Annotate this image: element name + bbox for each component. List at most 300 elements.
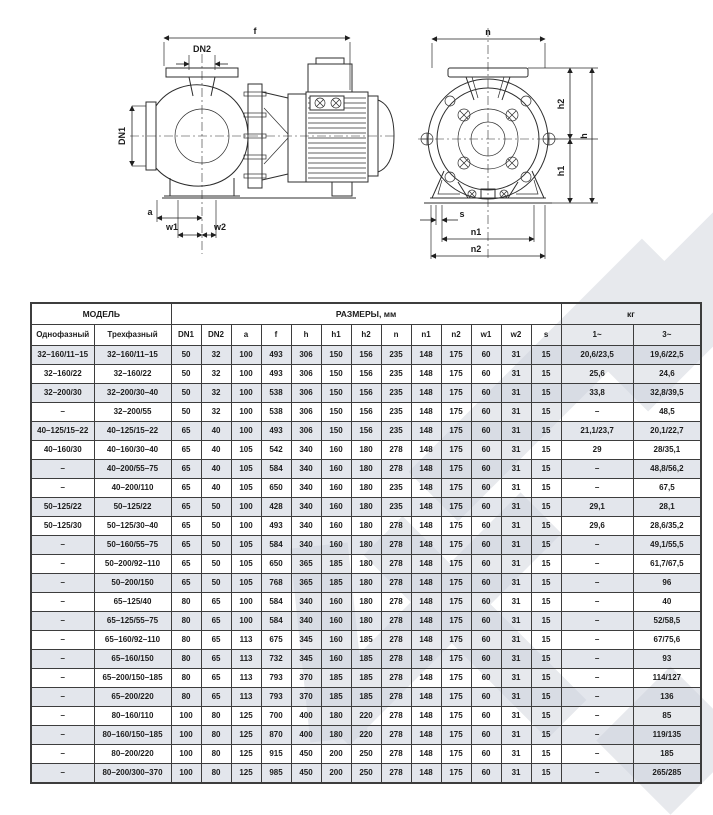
size-cell: 175 xyxy=(441,346,471,365)
size-cell: 340 xyxy=(291,498,321,517)
table-row xyxy=(31,384,701,403)
size-cell: 15 xyxy=(531,650,561,669)
size-cell: 60 xyxy=(471,365,501,384)
size-cell: 65 xyxy=(171,422,201,441)
size-cell: 148 xyxy=(411,612,441,631)
size-cell: 100 xyxy=(171,745,201,764)
size-cell: 200 xyxy=(321,745,351,764)
motor-front-section xyxy=(288,94,306,182)
size-cell: 160 xyxy=(321,498,351,517)
weight-cell: 25,6 xyxy=(561,365,633,384)
size-cell: 15 xyxy=(531,612,561,631)
table-row xyxy=(31,422,701,441)
weight-cell: 61,7/67,5 xyxy=(633,555,701,574)
size-cell: 60 xyxy=(471,688,501,707)
size-cell: 278 xyxy=(381,745,411,764)
size-cell: 278 xyxy=(381,612,411,631)
size-cell: 732 xyxy=(261,650,291,669)
weight-cell: 265/285 xyxy=(633,764,701,784)
size-cell: 235 xyxy=(381,346,411,365)
size-cell: 50 xyxy=(201,498,231,517)
size-cell: 278 xyxy=(381,574,411,593)
weight-cell: 48,5 xyxy=(633,403,701,422)
size-cell: 180 xyxy=(351,479,381,498)
size-cell: 100 xyxy=(231,365,261,384)
size-cell: 278 xyxy=(381,460,411,479)
size-cell: 65 xyxy=(171,555,201,574)
weight-cell: 29,1 xyxy=(561,498,633,517)
table-row xyxy=(31,745,701,764)
group-header: кг xyxy=(561,303,701,325)
weight-cell: 185 xyxy=(633,745,701,764)
model-cell-three-phase: 40–160/30–40 xyxy=(94,441,171,460)
size-cell: 493 xyxy=(261,346,291,365)
model-cell-single-phase: – xyxy=(31,460,94,479)
model-cell-single-phase: – xyxy=(31,593,94,612)
size-cell: 100 xyxy=(231,384,261,403)
column-header: h2 xyxy=(351,325,381,346)
size-cell: 148 xyxy=(411,536,441,555)
size-cell: 235 xyxy=(381,479,411,498)
size-cell: 15 xyxy=(531,536,561,555)
size-cell: 65 xyxy=(201,612,231,631)
size-cell: 148 xyxy=(411,517,441,536)
size-cell: 306 xyxy=(291,365,321,384)
size-cell: 100 xyxy=(231,403,261,422)
size-cell: 65 xyxy=(171,460,201,479)
size-cell: 15 xyxy=(531,631,561,650)
model-cell-three-phase: 40–200/55–75 xyxy=(94,460,171,479)
size-cell: 65 xyxy=(201,631,231,650)
dim-label-w2: w2 xyxy=(213,222,227,232)
column-header: DN2 xyxy=(201,325,231,346)
size-cell: 148 xyxy=(411,384,441,403)
size-cell: 60 xyxy=(471,707,501,726)
weight-cell: – xyxy=(561,631,633,650)
size-cell: 15 xyxy=(531,745,561,764)
model-cell-three-phase: 50–160/55–75 xyxy=(94,536,171,555)
size-cell: 125 xyxy=(231,726,261,745)
column-header: a xyxy=(231,325,261,346)
dim-label-n2: n2 xyxy=(470,244,482,254)
model-cell-single-phase: – xyxy=(31,536,94,555)
size-cell: 60 xyxy=(471,460,501,479)
column-header: f xyxy=(261,325,291,346)
size-cell: 538 xyxy=(261,384,291,403)
size-cell: 15 xyxy=(531,593,561,612)
size-cell: 175 xyxy=(441,384,471,403)
size-cell: 31 xyxy=(501,688,531,707)
size-cell: 31 xyxy=(501,460,531,479)
weight-cell: – xyxy=(561,479,633,498)
group-header: МОДЕЛЬ xyxy=(31,303,171,325)
size-cell: 278 xyxy=(381,669,411,688)
size-cell: 60 xyxy=(471,422,501,441)
weight-cell: 29 xyxy=(561,441,633,460)
size-cell: 700 xyxy=(261,707,291,726)
dim-label-h2: h2 xyxy=(556,98,566,110)
weight-cell: – xyxy=(561,726,633,745)
size-cell: 340 xyxy=(291,460,321,479)
size-cell: 148 xyxy=(411,650,441,669)
weight-cell: 32,8/39,5 xyxy=(633,384,701,403)
size-cell: 538 xyxy=(261,403,291,422)
size-cell: 15 xyxy=(531,707,561,726)
size-cell: 65 xyxy=(171,498,201,517)
size-cell: 31 xyxy=(501,555,531,574)
model-cell-single-phase: – xyxy=(31,555,94,574)
size-cell: 175 xyxy=(441,479,471,498)
size-cell: 32 xyxy=(201,384,231,403)
dim-label-f: f xyxy=(253,26,257,36)
size-cell: 50 xyxy=(171,365,201,384)
size-cell: 175 xyxy=(441,593,471,612)
column-header: h1 xyxy=(321,325,351,346)
column-header: n2 xyxy=(441,325,471,346)
size-cell: 278 xyxy=(381,631,411,650)
size-cell: 340 xyxy=(291,479,321,498)
size-cell: 870 xyxy=(261,726,291,745)
size-cell: 793 xyxy=(261,669,291,688)
table-row xyxy=(31,555,701,574)
size-cell: 175 xyxy=(441,631,471,650)
weight-cell: 48,8/56,2 xyxy=(633,460,701,479)
size-cell: 50 xyxy=(201,555,231,574)
size-cell: 31 xyxy=(501,669,531,688)
size-cell: 156 xyxy=(351,403,381,422)
size-cell: 345 xyxy=(291,650,321,669)
model-cell-three-phase: 65–200/150–185 xyxy=(94,669,171,688)
model-cell-three-phase: 50–200/150 xyxy=(94,574,171,593)
pump-side-view-drawing xyxy=(112,8,402,266)
size-cell: 148 xyxy=(411,555,441,574)
weight-cell: 19,6/22,5 xyxy=(633,346,701,365)
weight-cell: 52/58,5 xyxy=(633,612,701,631)
weight-cell: 24,6 xyxy=(633,365,701,384)
model-cell-single-phase: – xyxy=(31,479,94,498)
size-cell: 175 xyxy=(441,403,471,422)
size-cell: 235 xyxy=(381,384,411,403)
size-cell: 175 xyxy=(441,441,471,460)
terminal-box xyxy=(308,64,352,92)
table-row xyxy=(31,593,701,612)
size-cell: 250 xyxy=(351,745,381,764)
size-cell: 235 xyxy=(381,365,411,384)
model-cell-single-phase: – xyxy=(31,650,94,669)
size-cell: 15 xyxy=(531,688,561,707)
table-row xyxy=(31,688,701,707)
weight-cell: 29,6 xyxy=(561,517,633,536)
size-cell: 150 xyxy=(321,384,351,403)
size-cell: 278 xyxy=(381,707,411,726)
size-cell: 105 xyxy=(231,555,261,574)
size-cell: 60 xyxy=(471,745,501,764)
weight-cell: – xyxy=(561,593,633,612)
size-cell: 15 xyxy=(531,555,561,574)
model-cell-single-phase: 32–160/11–15 xyxy=(31,346,94,365)
size-cell: 60 xyxy=(471,726,501,745)
size-cell: 100 xyxy=(231,346,261,365)
size-cell: 113 xyxy=(231,631,261,650)
size-cell: 306 xyxy=(291,346,321,365)
size-cell: 400 xyxy=(291,726,321,745)
size-cell: 80 xyxy=(201,764,231,784)
size-cell: 156 xyxy=(351,422,381,441)
size-cell: 175 xyxy=(441,365,471,384)
table-row xyxy=(31,631,701,650)
casing-bolt-icon xyxy=(458,157,470,169)
size-cell: 175 xyxy=(441,555,471,574)
size-cell: 31 xyxy=(501,536,531,555)
column-header: 3~ xyxy=(633,325,701,346)
size-cell: 125 xyxy=(231,745,261,764)
dim-label-n1: n1 xyxy=(470,227,482,237)
size-cell: 235 xyxy=(381,498,411,517)
size-cell: 180 xyxy=(351,460,381,479)
column-header: w2 xyxy=(501,325,531,346)
size-cell: 278 xyxy=(381,688,411,707)
size-cell: 31 xyxy=(501,422,531,441)
size-cell: 793 xyxy=(261,688,291,707)
table-row xyxy=(31,498,701,517)
size-cell: 100 xyxy=(171,707,201,726)
weight-cell: 33,8 xyxy=(561,384,633,403)
weight-cell: 28/35,1 xyxy=(633,441,701,460)
column-header: h xyxy=(291,325,321,346)
size-cell: 31 xyxy=(501,764,531,784)
size-cell: 15 xyxy=(531,346,561,365)
model-cell-three-phase: 50–125/22 xyxy=(94,498,171,517)
size-cell: 148 xyxy=(411,764,441,784)
column-header: DN1 xyxy=(171,325,201,346)
size-cell: 15 xyxy=(531,726,561,745)
size-cell: 345 xyxy=(291,631,321,650)
size-cell: 60 xyxy=(471,650,501,669)
size-cell: 15 xyxy=(531,365,561,384)
column-header: Трехфазный xyxy=(94,325,171,346)
column-header: s xyxy=(531,325,561,346)
size-cell: 185 xyxy=(351,669,381,688)
weight-cell: – xyxy=(561,403,633,422)
size-cell: 175 xyxy=(441,460,471,479)
model-cell-single-phase: – xyxy=(31,574,94,593)
model-cell-single-phase: – xyxy=(31,764,94,784)
size-cell: 148 xyxy=(411,403,441,422)
size-cell: 160 xyxy=(321,479,351,498)
size-cell: 185 xyxy=(351,688,381,707)
size-cell: 60 xyxy=(471,479,501,498)
weight-cell: 21,1/23,7 xyxy=(561,422,633,441)
size-cell: 60 xyxy=(471,346,501,365)
dim-label-a: a xyxy=(147,207,153,217)
model-cell-single-phase: – xyxy=(31,745,94,764)
size-cell: 175 xyxy=(441,536,471,555)
table-row xyxy=(31,441,701,460)
size-cell: 400 xyxy=(291,707,321,726)
size-cell: 542 xyxy=(261,441,291,460)
size-cell: 220 xyxy=(351,726,381,745)
size-cell: 584 xyxy=(261,612,291,631)
size-cell: 175 xyxy=(441,498,471,517)
weight-cell: – xyxy=(561,612,633,631)
size-cell: 31 xyxy=(501,346,531,365)
size-cell: 180 xyxy=(321,707,351,726)
size-cell: 60 xyxy=(471,441,501,460)
weight-cell: 114/127 xyxy=(633,669,701,688)
model-cell-three-phase: 32–200/55 xyxy=(94,403,171,422)
size-cell: 180 xyxy=(321,726,351,745)
model-cell-single-phase: – xyxy=(31,669,94,688)
size-cell: 150 xyxy=(321,403,351,422)
size-cell: 113 xyxy=(231,669,261,688)
table-header xyxy=(31,303,701,346)
size-cell: 278 xyxy=(381,441,411,460)
model-cell-single-phase: 40–125/15–22 xyxy=(31,422,94,441)
size-cell: 105 xyxy=(231,479,261,498)
size-cell: 915 xyxy=(261,745,291,764)
size-cell: 40 xyxy=(201,479,231,498)
weight-cell: – xyxy=(561,669,633,688)
size-cell: 31 xyxy=(501,726,531,745)
size-cell: 31 xyxy=(501,365,531,384)
column-header: Однофазный xyxy=(31,325,94,346)
size-cell: 80 xyxy=(171,612,201,631)
size-cell: 15 xyxy=(531,403,561,422)
table-row xyxy=(31,707,701,726)
size-cell: 65 xyxy=(171,517,201,536)
column-header: n xyxy=(381,325,411,346)
size-cell: 180 xyxy=(351,574,381,593)
size-cell: 32 xyxy=(201,403,231,422)
size-cell: 148 xyxy=(411,669,441,688)
size-cell: 160 xyxy=(321,650,351,669)
size-cell: 80 xyxy=(171,593,201,612)
size-cell: 113 xyxy=(231,650,261,669)
size-cell: 450 xyxy=(291,764,321,784)
model-cell-three-phase: 40–125/15–22 xyxy=(94,422,171,441)
size-cell: 50 xyxy=(201,536,231,555)
size-cell: 160 xyxy=(321,593,351,612)
size-cell: 148 xyxy=(411,745,441,764)
weight-cell: 93 xyxy=(633,650,701,669)
size-cell: 60 xyxy=(471,764,501,784)
size-cell: 31 xyxy=(501,650,531,669)
weight-cell: – xyxy=(561,555,633,574)
size-cell: 340 xyxy=(291,536,321,555)
size-cell: 148 xyxy=(411,631,441,650)
size-cell: 31 xyxy=(501,498,531,517)
pump-front-view-drawing xyxy=(398,8,698,270)
size-cell: 584 xyxy=(261,593,291,612)
size-cell: 156 xyxy=(351,365,381,384)
model-cell-three-phase: 50–200/92–110 xyxy=(94,555,171,574)
size-cell: 100 xyxy=(231,593,261,612)
size-cell: 675 xyxy=(261,631,291,650)
size-cell: 180 xyxy=(351,441,381,460)
weight-cell: 40 xyxy=(633,593,701,612)
size-cell: 493 xyxy=(261,422,291,441)
size-cell: 50 xyxy=(171,384,201,403)
size-cell: 175 xyxy=(441,707,471,726)
size-cell: 160 xyxy=(321,441,351,460)
size-cell: 278 xyxy=(381,517,411,536)
terminal-box-lid xyxy=(316,58,344,64)
size-cell: 985 xyxy=(261,764,291,784)
size-cell: 278 xyxy=(381,764,411,784)
size-cell: 60 xyxy=(471,536,501,555)
dim-label-h1: h1 xyxy=(556,165,566,177)
size-cell: 148 xyxy=(411,479,441,498)
size-cell: 15 xyxy=(531,764,561,784)
size-cell: 148 xyxy=(411,726,441,745)
size-cell: 175 xyxy=(441,517,471,536)
size-cell: 15 xyxy=(531,498,561,517)
size-cell: 235 xyxy=(381,422,411,441)
size-cell: 175 xyxy=(441,688,471,707)
size-cell: 306 xyxy=(291,384,321,403)
table-row xyxy=(31,517,701,536)
model-cell-three-phase: 80–200/220 xyxy=(94,745,171,764)
size-cell: 60 xyxy=(471,612,501,631)
size-cell: 148 xyxy=(411,422,441,441)
size-cell: 180 xyxy=(351,536,381,555)
weight-cell: – xyxy=(561,460,633,479)
weight-cell: – xyxy=(561,745,633,764)
group-header: РАЗМЕРЫ, мм xyxy=(171,303,561,325)
model-cell-single-phase: 32–160/22 xyxy=(31,365,94,384)
size-cell: 148 xyxy=(411,346,441,365)
size-cell: 185 xyxy=(321,669,351,688)
size-cell: 306 xyxy=(291,422,321,441)
model-cell-single-phase: – xyxy=(31,688,94,707)
model-cell-three-phase: 80–160/110 xyxy=(94,707,171,726)
weight-cell: 119/135 xyxy=(633,726,701,745)
table-row xyxy=(31,764,701,784)
size-cell: 493 xyxy=(261,365,291,384)
size-cell: 100 xyxy=(171,764,201,784)
size-cell: 15 xyxy=(531,479,561,498)
size-cell: 148 xyxy=(411,707,441,726)
size-cell: 148 xyxy=(411,498,441,517)
size-cell: 80 xyxy=(201,707,231,726)
size-cell: 180 xyxy=(351,498,381,517)
size-cell: 125 xyxy=(231,707,261,726)
size-cell: 148 xyxy=(411,365,441,384)
weight-cell: – xyxy=(561,536,633,555)
size-cell: 450 xyxy=(291,745,321,764)
size-cell: 80 xyxy=(171,688,201,707)
column-header: n1 xyxy=(411,325,441,346)
size-cell: 148 xyxy=(411,441,441,460)
size-cell: 15 xyxy=(531,460,561,479)
model-cell-three-phase: 50–125/30–40 xyxy=(94,517,171,536)
size-cell: 65 xyxy=(201,650,231,669)
size-cell: 175 xyxy=(441,764,471,784)
weight-cell: – xyxy=(561,764,633,784)
size-cell: 148 xyxy=(411,688,441,707)
size-cell: 105 xyxy=(231,441,261,460)
size-cell: 220 xyxy=(351,707,381,726)
size-cell: 175 xyxy=(441,574,471,593)
size-cell: 175 xyxy=(441,669,471,688)
model-cell-three-phase: 65–200/220 xyxy=(94,688,171,707)
model-cell-single-phase: – xyxy=(31,403,94,422)
model-cell-single-phase: 32–200/30 xyxy=(31,384,94,403)
size-cell: 235 xyxy=(381,403,411,422)
casing-bolt-icon xyxy=(506,109,518,121)
size-cell: 15 xyxy=(531,669,561,688)
size-cell: 31 xyxy=(501,707,531,726)
